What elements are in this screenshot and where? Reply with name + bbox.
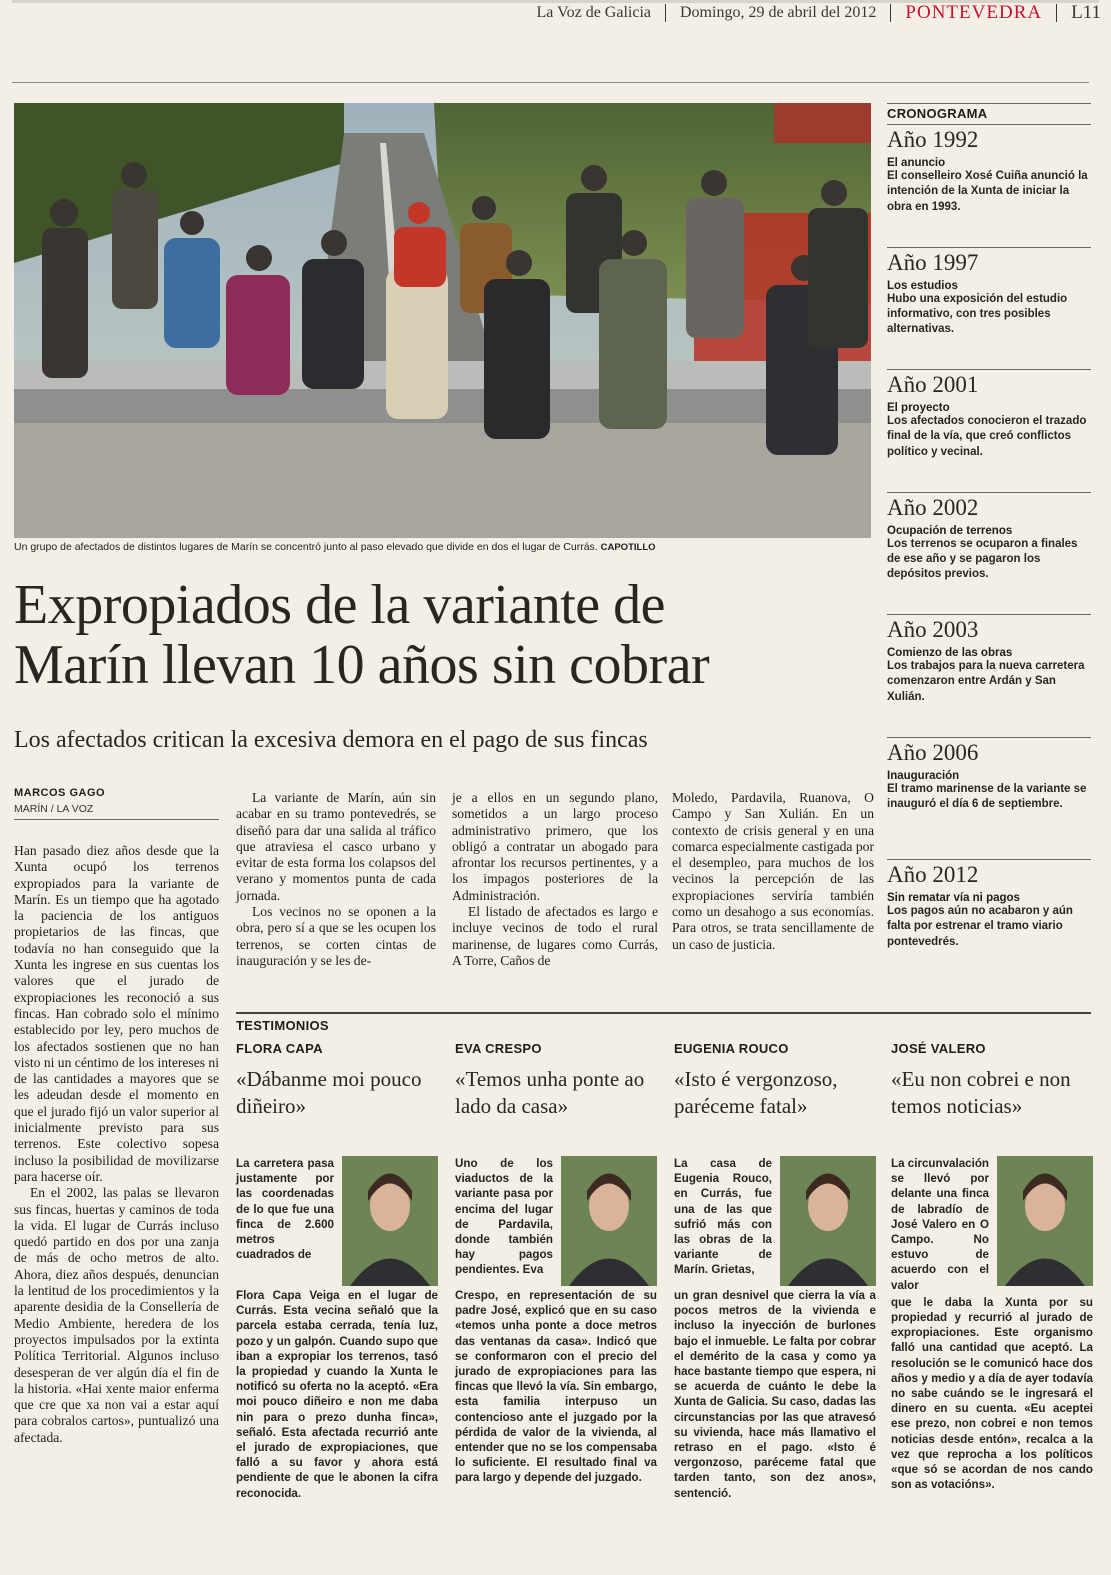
- portrait-photo: [342, 1156, 438, 1286]
- event-year: Año 2003: [887, 617, 979, 642]
- testimonio-4: [891, 1041, 1093, 1492]
- testimonios-rule: [236, 1012, 1091, 1014]
- issue-date: Domingo, 29 de abril del 2012: [680, 4, 877, 21]
- testimonio-lead: La circunvalación se llevó por delante una finca de labradío de José Valero en O Campo. No estuvo de acuerdo con el valor: [891, 1157, 989, 1292]
- paragraph: En el 2002, las palas se llevaron sus fincas, huertas y caminos de toda la vida. El lugar de Currás incluso quedó partido en dos por una zanja de más de ocho metros de alto. Ahora, diez años después, denuncian la lentitud de los procedimientos y la aparente desidia de la Consellería de Medio Ambiente, heredera de los proyectos impulsados por la extinta Política Territorial. Algunos incluso desesperan de ver algún día el fin de la historia. «Hai xente maior enferma que cre que xa non vai a estar aquí para cobralos cartos», puntualizó una afectada.: [14, 1185, 219, 1445]
- testimonio-quote: «Temos unha ponte ao lado da casa»: [455, 1067, 645, 1118]
- newspaper-name: La Voz de Galicia: [536, 4, 651, 21]
- headline-line-1: Expropiados de la variante de: [14, 574, 666, 636]
- event-text: Los trabajos para la nueva carretera comenzaron entre Ardán y San Xulián.: [887, 660, 1085, 703]
- caption-text: Un grupo de afectados de distintos lugares de Marín se concentró junto al paso elevado que divide en dos el lugar de Currás.: [14, 541, 598, 553]
- event-year: Año 2002: [887, 494, 979, 520]
- testimonio-2: [455, 1041, 657, 1486]
- cronograma-event: [887, 492, 1091, 615]
- cronograma-sidebar: [887, 103, 1091, 982]
- portrait-photo: [997, 1156, 1093, 1286]
- masthead: [460, 0, 1101, 26]
- event-title: Sin rematar vía ni pagos: [887, 892, 1020, 904]
- event-year: Año 2001: [887, 372, 979, 397]
- masthead-divider: [890, 4, 891, 22]
- article-column-2: [236, 790, 436, 969]
- event-year: Año 1997: [887, 249, 979, 275]
- headline: [14, 575, 874, 695]
- cronograma-event: [887, 859, 1091, 982]
- section-name: PONTEVEDRA: [905, 2, 1043, 23]
- paragraph: Los vecinos no se oponen a la obra, pero sí a que se les ocupen los terrenos, se corten cintas de inauguración y se les de-: [236, 904, 436, 968]
- portrait-image: [780, 1156, 876, 1286]
- testimonio-quote: «Dábanme moi pouco diñeiro»: [236, 1067, 422, 1118]
- event-text: Hubo una exposición del estudio informativo, con tres posibles alternativas.: [887, 292, 1068, 336]
- testimonio-lead: La carretera pasa justamente por las coordenadas de lo que fue una finca de 2.600 metros cuadrados de: [236, 1157, 334, 1262]
- testimonios-label: TESTIMONIOS: [236, 1018, 329, 1033]
- paragraph: El listado de afectados es largo e incluye vecinos de todo el rural marinense, de lugares como Currás, A Torre, Caños de: [452, 904, 658, 968]
- masthead-rule: [12, 82, 1089, 83]
- lead-photo-image: [14, 103, 871, 538]
- event-title: Inauguración: [887, 769, 960, 782]
- paragraph: La variante de Marín, aún sin acabar en su tramo pontevedrés, se diseñó para dar una salida al tráfico que atraviesa el casco urbano y evitar de esta forma los colapsos del verano y momentos punta de cada jornada.: [236, 790, 436, 903]
- event-title: El anuncio: [887, 157, 946, 169]
- cronograma-event: [887, 369, 1091, 492]
- testimonio-body: que le daba la Xunta por su propiedad y recurrió al jurado de expropiaciones. Este organismo falló una cantidad que aceptó. La resolución se le comunicó hace dos años y medio y a día de ayer todavía no sabe cuándo se le ingresará el dinero en su cuenta. «Eu aceptei ese prezo, non cobrei e non temos noticias desde entón», recalca a la vez que reprocha a los políticos «que só se acordan de nos cando son as votacións».: [891, 1295, 1093, 1492]
- portrait-image: [561, 1156, 657, 1286]
- cronograma-events: [887, 124, 1091, 982]
- event-year: Año 2012: [887, 862, 979, 887]
- event-text: El conselleiro Xosé Cuiña anunció la intención de la Xunta de iniciar la obra en 1993.: [887, 170, 1088, 213]
- event-year: Año 1992: [887, 127, 979, 152]
- event-title: Comienzo de las obras: [887, 647, 1013, 659]
- event-text: Los afectados conocieron el trazado final de la vía, que creó conflictos político y vecinal.: [887, 415, 1087, 458]
- event-title: Los estudios: [887, 279, 958, 292]
- cronograma-title: CRONOGRAMA: [887, 106, 988, 121]
- page-number: L11: [1071, 2, 1101, 23]
- testimonio-quote: «Eu non cobrei e non temos noticias»: [891, 1067, 1071, 1118]
- paragraph: Moledo, Pardavila, Ruanova, O Campo y San Xulián. En un contexto de crisis general y en una comarca especialmente castigada por el desempleo, para muchos de los vecinos la percepción de las expropiaciones serviría también como un desahogo a sus economías. Para otros, se trata sencillamente de un caso de justicia.: [672, 790, 874, 952]
- event-text: Los terrenos se ocuparon a finales de ese año y se pagaron los depósitos previos.: [887, 537, 1078, 581]
- testimonio-body: Flora Capa Veiga en el lugar de Currás. Esta vecina señaló que la parcela estaba cerrada, tenía luz, pozo y un galpón. Cuando supo que iban a expropiar los terrenos, tasó la propiedad y cuando la Xunta le notificó su oferta no la aceptó. «Era moi pouco diñeiro e non me daba nin para o prezo dunha finca», señaló. Esta afectada recurrió ante el jurado de expropiaciones, que falló a su favor y ahora está pendiente de que le abonen la cifra reconocida.: [236, 1289, 438, 1500]
- byline-rule: [14, 819, 219, 820]
- testimonio-name: EVA CRESPO: [455, 1041, 542, 1056]
- testimonio-lead: Uno de los viaductos de la variante pasa por encima del lugar de Pardavila, donde también hay pagos pendientes. Eva: [455, 1157, 553, 1277]
- testimonio-quote: «Isto é vergonzoso, paréceme fatal»: [674, 1067, 838, 1118]
- headline-line-2: Marín llevan 10 años sin cobrar: [14, 634, 710, 696]
- testimonio-name: JOSÉ VALERO: [891, 1041, 986, 1056]
- article-column-1: [14, 843, 219, 1446]
- testimonio-body: un gran desnivel que cierra la vía a pocos metros de la vivienda e incluso la inyección de burlones bajo el inmueble. Le falta por cobrar el demérito de la casa y como ya hace bastante tiempo que espera, ni se acuerda de cuánto le debe la Xunta de Galicia. Su caso, dadas las circunstancias por las que atravesó su vivienda, hace más llamativo el retraso en el pago. «Isto é vergonzoso, paréceme fatal que tarden tanto, son dez anos», sentenció.: [674, 1289, 876, 1500]
- event-title: Ocupación de terrenos: [887, 524, 1013, 537]
- testimonio-lead: La casa de Eugenia Rouco, en Currás, fue una de las que sufrió más con las obras de la variante de Marín. Grietas,: [674, 1157, 772, 1277]
- testimonio-name: FLORA CAPA: [236, 1041, 323, 1056]
- photo-credit: CAPOTILLO: [600, 542, 656, 553]
- article-column-4: [672, 790, 874, 953]
- subheadline: Los afectados critican la excesiva demora en el pago de sus fincas: [14, 727, 648, 753]
- testimonio-body: Crespo, en representación de su padre José, explicó que en su caso «temos unha ponte a doce metros das ventanas da casa». Indicó que se conformaron con el precio del jurado de expropiaciones para las fincas que llevó la vía. Sin embargo, esta familia interpuso un contencioso ante el juzgado por la pérdida de valor de la vivienda, al entender que no se los compensaba lo suficiente. El resultado final va para largo y depende del juzgado.: [455, 1289, 657, 1485]
- event-text: Los pagos aún no acabaron y aún falta por estrenar el tramo viario pontevedrés.: [887, 905, 1073, 948]
- cronograma-event: [887, 247, 1091, 370]
- photo-caption: [14, 541, 871, 553]
- paragraph: je a ellos en un segundo plano, sometidos a un largo proceso administrativo primero, que los obligó a contratar un abogado para afrontar los recursos pertinentes, y a los impagos posteriores de la Administración.: [452, 790, 658, 903]
- paragraph: Han pasado diez años desde que la Xunta ocupó los terrenos expropiados para la variante de Marín. Es un tiempo que ha agotado la paciencia de los antiguos propietarios de las fincas, que todavía no han conseguido que la Xunta les ingrese en sus cuentas los valores que el jurado de expropiaciones les reconoció a sus fincas. Han cobrado solo el mínimo establecido por ley, pero muchos de los afectados sostienen que no han visto ni un céntimo de los intereses ni de las cantidades a mayores que se les adeudan desde el momento en que el jurado fijó un valor superior al inicialmente previsto para sus terrenos. Este colectivo sopesa incluso la posibilidad de movilizarse para hacerse oír.: [14, 843, 220, 1184]
- portrait-image: [342, 1156, 438, 1286]
- author: MARCOS GAGO: [14, 787, 106, 799]
- event-text: El tramo marinense de la variante se inauguró el día 6 de septiembre.: [887, 782, 1087, 810]
- cronograma-event: [887, 124, 1091, 247]
- portrait-image: [997, 1156, 1093, 1286]
- portrait-photo: [561, 1156, 657, 1286]
- event-title: El proyecto: [887, 402, 950, 414]
- masthead-divider: [1056, 4, 1057, 22]
- masthead-divider: [665, 4, 666, 22]
- event-year: Año 2006: [887, 739, 979, 765]
- testimonio-name: EUGENIA ROUCO: [674, 1041, 789, 1056]
- article-column-3: [452, 790, 658, 969]
- lead-photo: [14, 103, 871, 538]
- cronograma-event: [887, 737, 1091, 860]
- author-location: MARÍN / LA VOZ: [14, 803, 94, 815]
- portrait-photo: [780, 1156, 876, 1286]
- cronograma-event: [887, 614, 1091, 737]
- testimonio-1: [236, 1041, 438, 1501]
- testimonio-3: [674, 1041, 876, 1501]
